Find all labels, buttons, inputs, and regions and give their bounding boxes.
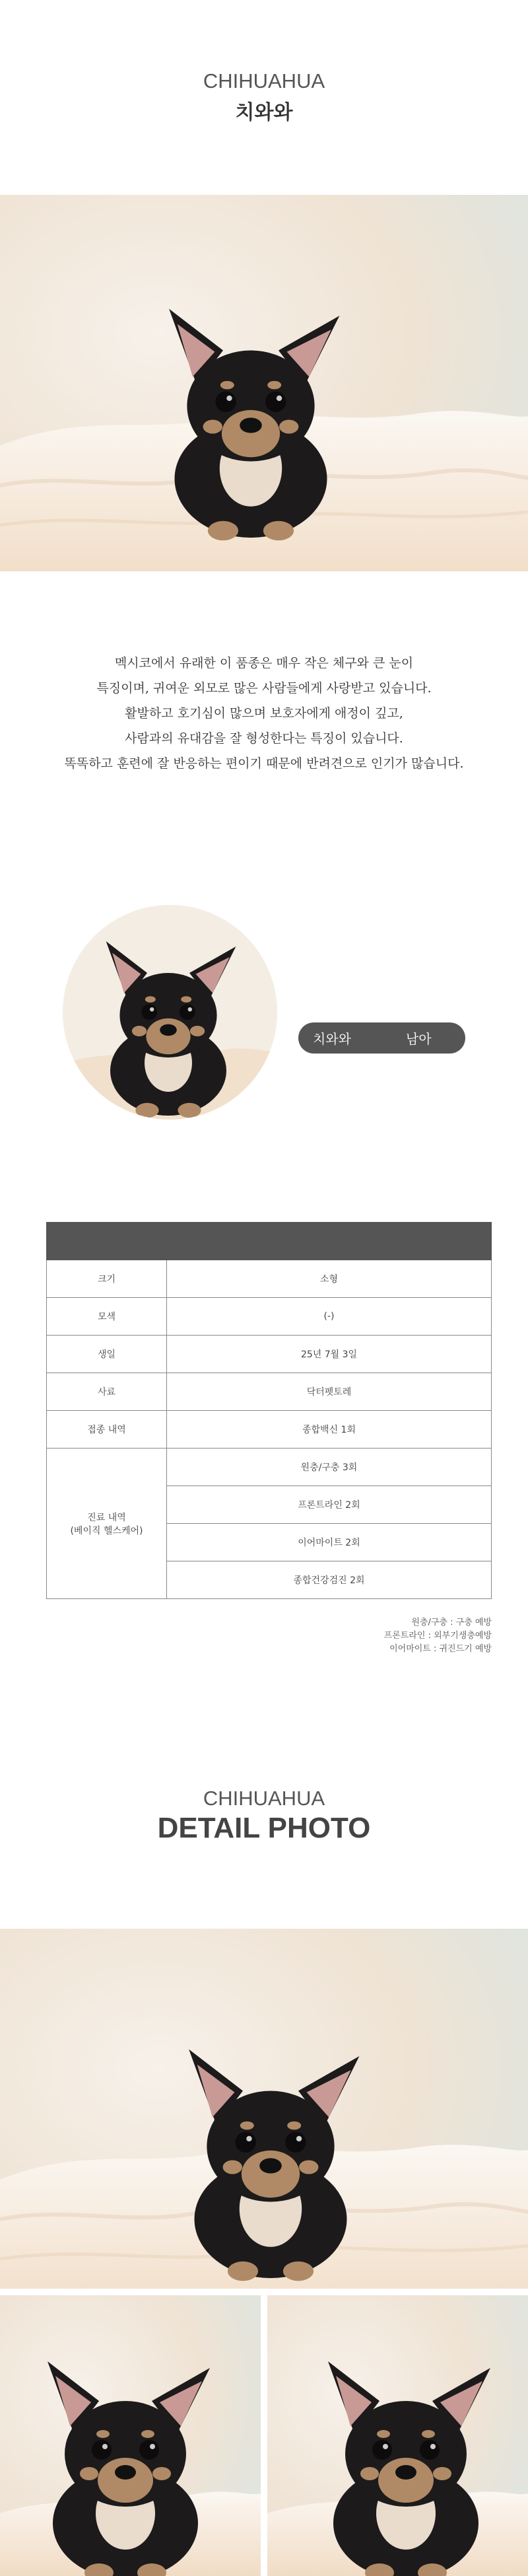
table-row — [47, 1260, 492, 1298]
description-line: 멕시코에서 유래한 이 품종은 매우 작은 체구와 큰 눈이 — [114, 656, 414, 670]
care-label — [47, 1449, 167, 1599]
care-value: 프론트라인 2회 — [167, 1486, 492, 1524]
detail-photo-right — [267, 2295, 528, 2576]
breed-korean-name: 치와와 — [235, 101, 293, 124]
care-value: 종합건강검진 2회 — [167, 1561, 492, 1599]
care-value: 원충/구충 3회 — [167, 1449, 492, 1486]
row-value: (-) — [167, 1298, 492, 1336]
description-line: 똑똑하고 훈련에 잘 반응하는 편이기 때문에 반려견으로 인기가 많습니다. — [64, 756, 464, 771]
row-label: 모색 — [47, 1298, 167, 1336]
row-value: 종합백신 1회 — [167, 1411, 492, 1449]
note-line: 원충/구충 : 구충 예방 — [411, 1618, 492, 1628]
table-row — [47, 1411, 492, 1449]
care-label-title: 진료 내역 — [87, 1512, 126, 1523]
note-line: 프론트라인 : 외부기생충예방 — [383, 1631, 492, 1641]
row-label: 사료 — [47, 1373, 167, 1411]
row-value: 25년 7월 3일 — [167, 1336, 492, 1373]
profile-breed: 치와와 — [313, 1031, 351, 1047]
table-notes — [384, 1616, 492, 1656]
intro-header — [0, 69, 528, 125]
profile-badge — [298, 1022, 465, 1054]
description-line: 특징이며, 귀여운 외모로 많은 사람들에게 사랑받고 있습니다. — [96, 681, 432, 696]
detail-header — [0, 1787, 528, 1845]
breed-description — [0, 651, 528, 776]
row-label: 크기 — [47, 1260, 167, 1298]
breed-english-name: CHIHUAHUA — [203, 69, 325, 92]
row-value: 소형 — [167, 1260, 492, 1298]
row-value: 닥터펫토레 — [167, 1373, 492, 1411]
care-label-subtitle: (베이직 헬스케어) — [70, 1525, 143, 1536]
care-value: 이어마이트 2회 — [167, 1524, 492, 1561]
detail-photo-left — [0, 2295, 261, 2576]
description-line: 활발하고 호기심이 많으며 보호자에게 애정이 깊고, — [125, 706, 403, 721]
table-row — [47, 1336, 492, 1373]
description-line: 사람과의 유대감을 잘 형성한다는 특징이 있습니다. — [125, 731, 403, 746]
table-row — [47, 1373, 492, 1411]
row-label: 생일 — [47, 1336, 167, 1373]
row-label: 접종 내역 — [47, 1411, 167, 1449]
hero-photo — [0, 195, 528, 571]
profile-photo — [63, 905, 277, 1120]
detail-title: DETAIL PHOTO — [157, 1812, 371, 1844]
detail-photo-main — [0, 1929, 528, 2289]
info-table — [46, 1222, 492, 1599]
table-row — [47, 1449, 492, 1486]
profile-gender: 남아 — [406, 1031, 432, 1047]
detail-breed-english-name: CHIHUAHUA — [203, 1787, 325, 1810]
table-header — [47, 1223, 492, 1260]
note-line: 이어마이트 : 귀진드기 예방 — [389, 1644, 492, 1654]
table-row — [47, 1298, 492, 1336]
